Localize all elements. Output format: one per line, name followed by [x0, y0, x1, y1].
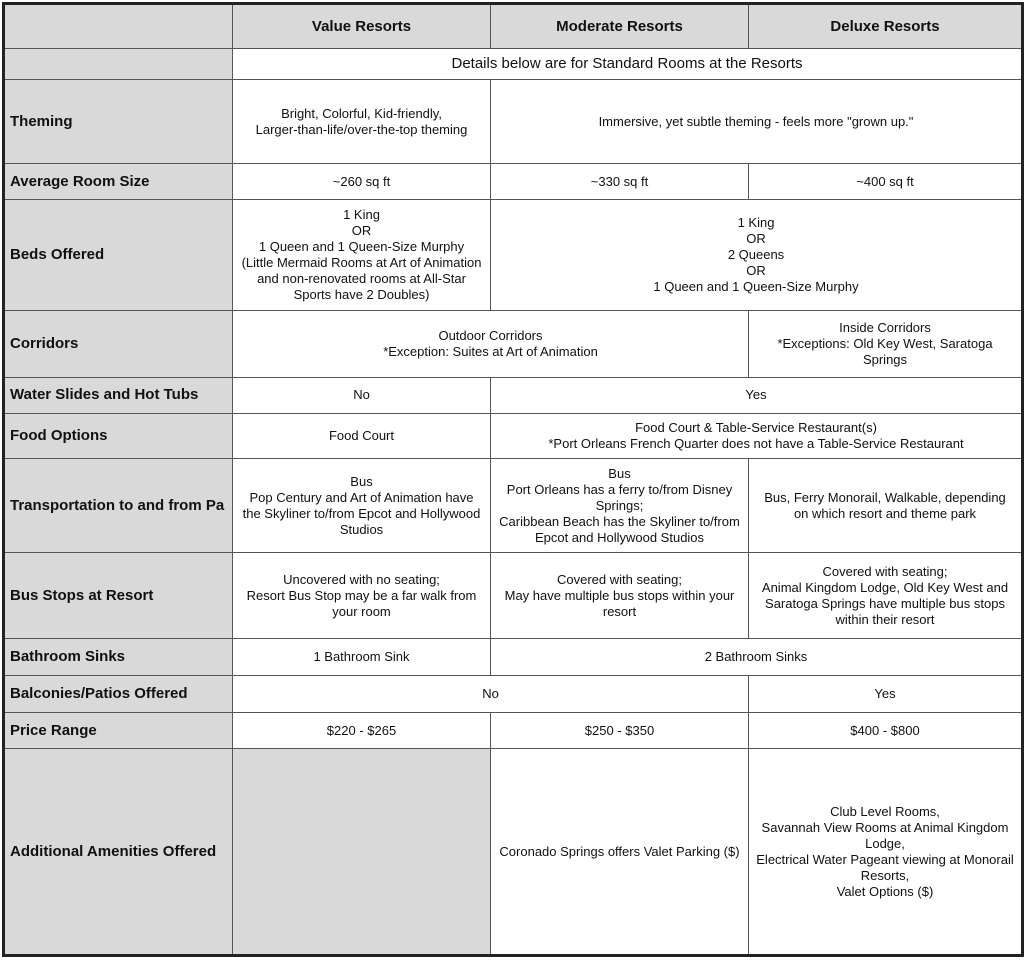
table-row — [4, 553, 1023, 639]
bus-stops-moderate: Covered with seating; May have multiple bus stops within your resort — [491, 553, 749, 639]
column-header-deluxe: Deluxe Resorts — [749, 4, 1023, 49]
table-row — [4, 164, 1023, 200]
row-label-beds: Beds Offered — [4, 200, 233, 310]
amenities-moderate: Coronado Springs offers Valet Parking ($) — [491, 749, 749, 956]
table-row — [4, 749, 1023, 956]
food-value: Food Court — [233, 413, 491, 458]
table-row — [4, 713, 1023, 749]
details-note: Details below are for Standard Rooms at the Resorts — [233, 49, 1023, 80]
table-row — [4, 377, 1023, 413]
price-moderate: $250 - $350 — [491, 713, 749, 749]
resort-comparison-table — [2, 2, 1024, 957]
room-size-value: ~260 sq ft — [233, 164, 491, 200]
bus-stops-deluxe: Covered with seating; Animal Kingdom Lodge, Old Key West and Saratoga Springs have multiple bus stops within their resort — [749, 553, 1023, 639]
sinks-moderate-deluxe: 2 Bathroom Sinks — [491, 639, 1023, 676]
column-header-value: Value Resorts — [233, 4, 491, 49]
row-label-food: Food Options — [4, 413, 233, 458]
row-label-price: Price Range — [4, 713, 233, 749]
table-row — [4, 639, 1023, 676]
balconies-deluxe: Yes — [749, 676, 1023, 713]
resort-comparison-table-container — [2, 2, 1021, 957]
row-label-transportation: Transportation to and from Pa — [4, 458, 233, 552]
table-row — [4, 458, 1023, 552]
row-label-sinks: Bathroom Sinks — [4, 639, 233, 676]
header-row — [4, 4, 1023, 49]
room-size-moderate: ~330 sq ft — [491, 164, 749, 200]
row-label-amenities: Additional Amenities Offered — [4, 749, 233, 956]
row-label-room-size: Average Room Size — [4, 164, 233, 200]
table-row — [4, 676, 1023, 713]
price-deluxe: $400 - $800 — [749, 713, 1023, 749]
theming-value: Bright, Colorful, Kid-friendly, Larger-than-life/over-the-top theming — [233, 80, 491, 164]
beds-moderate-deluxe: 1 King OR 2 Queens OR 1 Queen and 1 Queen-Size Murphy — [491, 200, 1023, 310]
table-row — [4, 80, 1023, 164]
corridors-value-moderate: Outdoor Corridors *Exception: Suites at Art of Animation — [233, 310, 749, 377]
theming-moderate-deluxe: Immersive, yet subtle theming - feels more "grown up." — [491, 80, 1023, 164]
balconies-value-moderate: No — [233, 676, 749, 713]
bus-stops-value: Uncovered with no seating; Resort Bus Stop may be a far walk from your room — [233, 553, 491, 639]
transportation-deluxe: Bus, Ferry Monorail, Walkable, depending on which resort and theme park — [749, 458, 1023, 552]
row-label-theming: Theming — [4, 80, 233, 164]
table-row — [4, 310, 1023, 377]
details-note-row — [4, 49, 1023, 80]
sinks-value: 1 Bathroom Sink — [233, 639, 491, 676]
price-value: $220 - $265 — [233, 713, 491, 749]
room-size-deluxe: ~400 sq ft — [749, 164, 1023, 200]
transportation-moderate: Bus Port Orleans has a ferry to/from Disney Springs; Caribbean Beach has the Skyliner to/from Epcot and Hollywood Studios — [491, 458, 749, 552]
details-note-row-label — [4, 49, 233, 80]
beds-value: 1 King OR 1 Queen and 1 Queen-Size Murphy (Little Mermaid Rooms at Art of Animation and non-renovated rooms at All-Star Sports have 2 Doubles) — [233, 200, 491, 310]
row-label-water-slides: Water Slides and Hot Tubs — [4, 377, 233, 413]
row-label-bus-stops: Bus Stops at Resort — [4, 553, 233, 639]
corner-cell — [4, 4, 233, 49]
amenities-value — [233, 749, 491, 956]
amenities-deluxe: Club Level Rooms, Savannah View Rooms at Animal Kingdom Lodge, Electrical Water Pageant viewing at Monorail Resorts, Valet Options ($) — [749, 749, 1023, 956]
row-label-corridors: Corridors — [4, 310, 233, 377]
corridors-deluxe: Inside Corridors *Exceptions: Old Key West, Saratoga Springs — [749, 310, 1023, 377]
transportation-value: Bus Pop Century and Art of Animation have the Skyliner to/from Epcot and Hollywood Studios — [233, 458, 491, 552]
table-row — [4, 200, 1023, 310]
water-slides-moderate-deluxe: Yes — [491, 377, 1023, 413]
column-header-moderate: Moderate Resorts — [491, 4, 749, 49]
table-row — [4, 413, 1023, 458]
row-label-balconies: Balconies/Patios Offered — [4, 676, 233, 713]
water-slides-value: No — [233, 377, 491, 413]
food-moderate-deluxe: Food Court & Table-Service Restaurant(s) *Port Orleans French Quarter does not have a Table-Service Restaurant — [491, 413, 1023, 458]
